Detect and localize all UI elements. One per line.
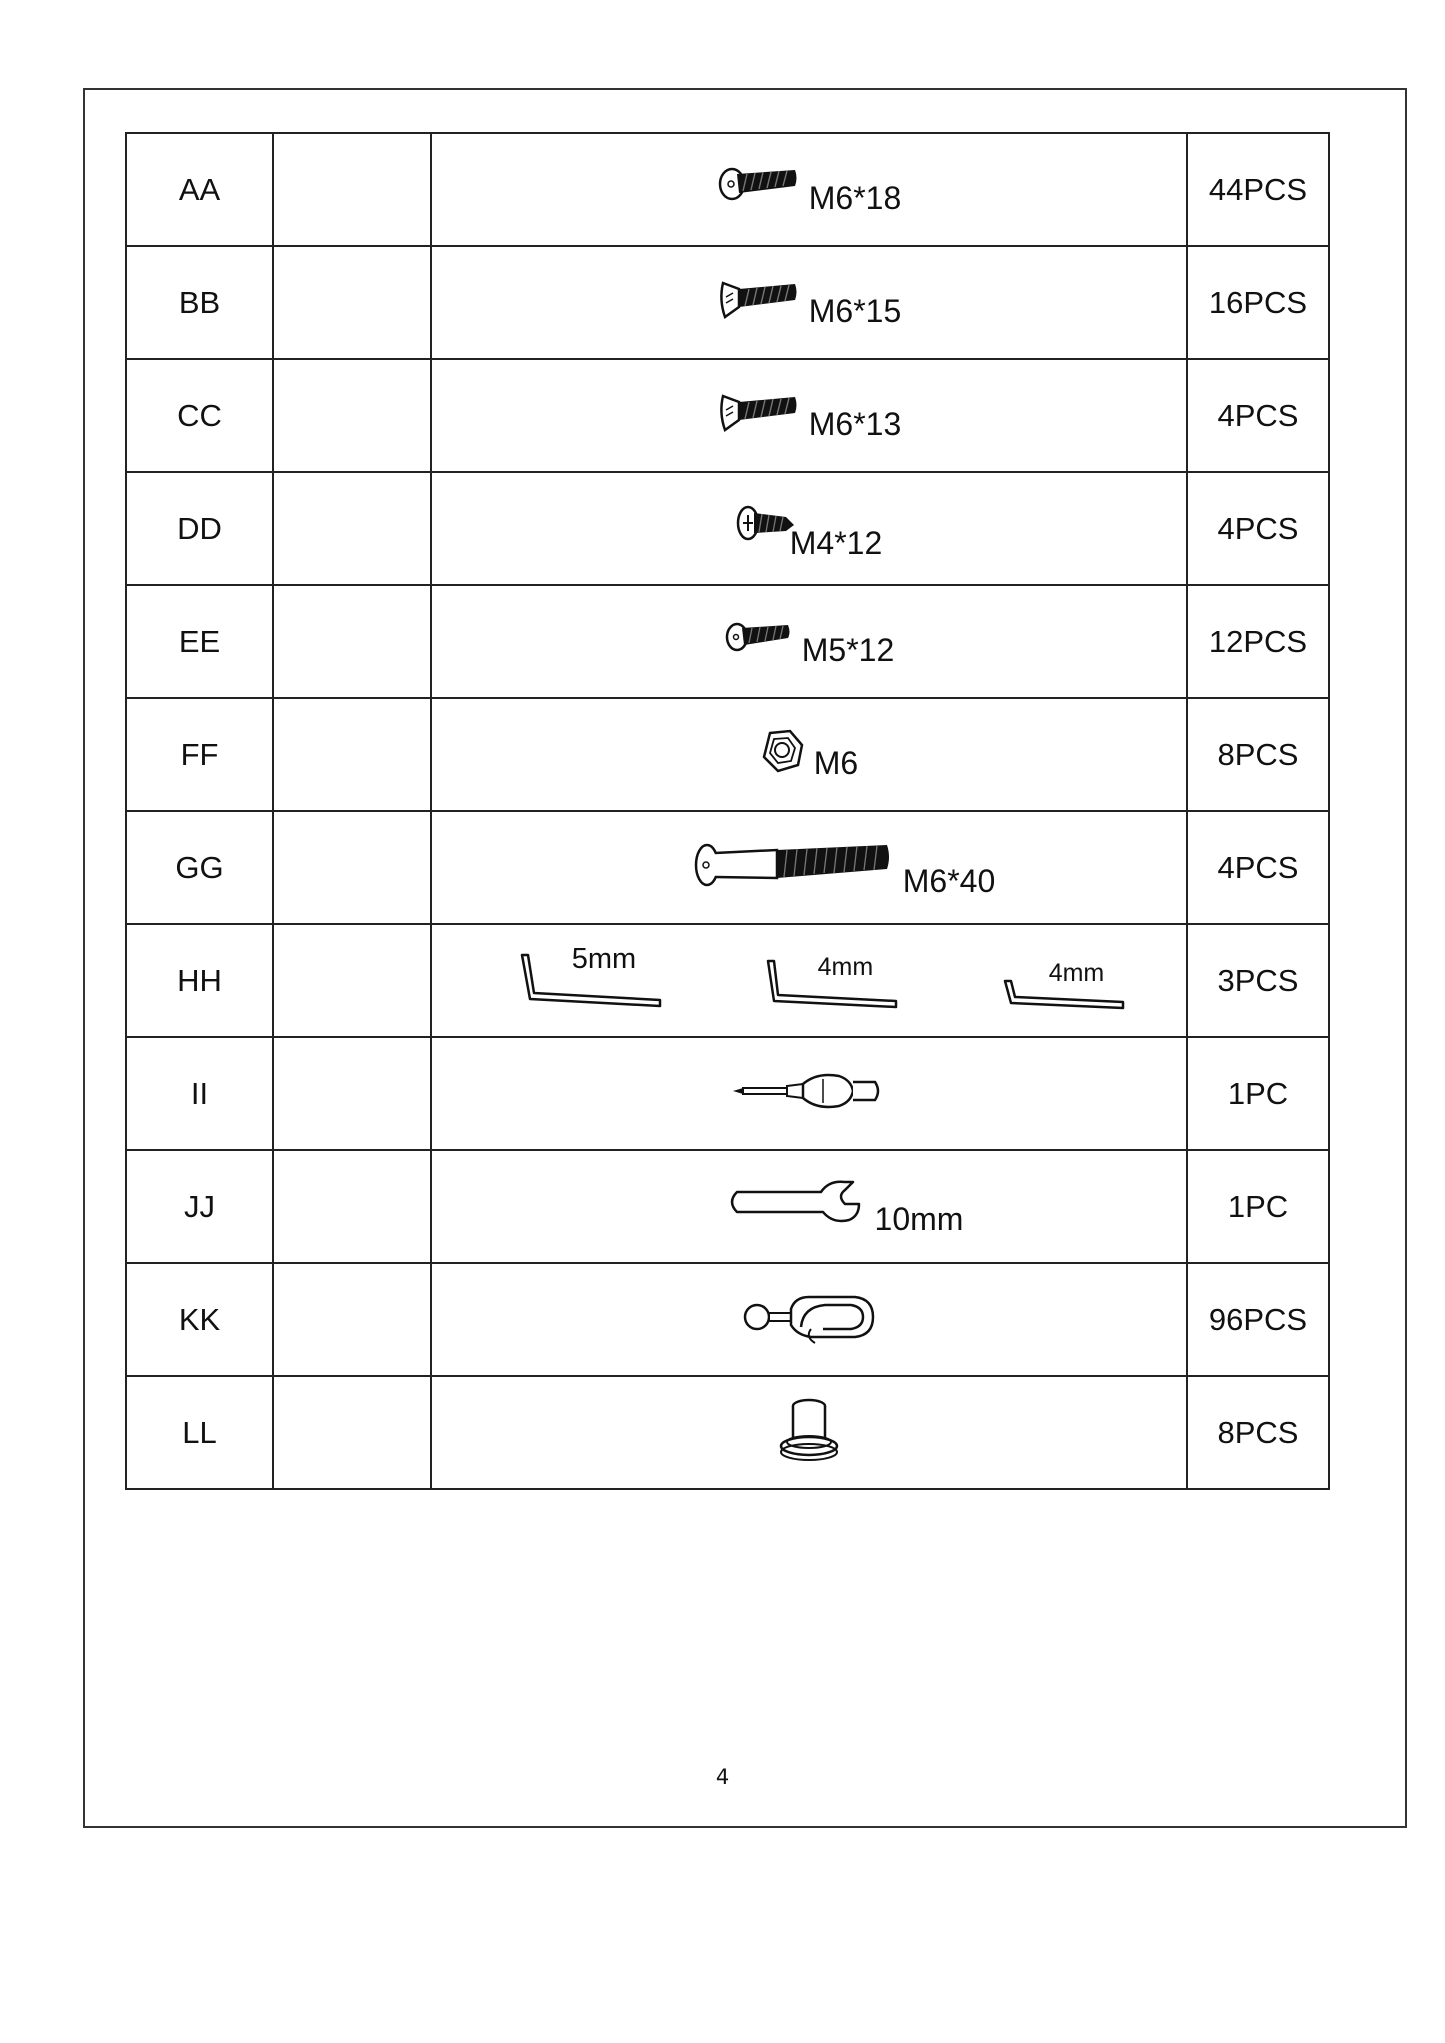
allen-key-size: 4mm [817,953,874,981]
part-code: HH [126,924,273,1037]
button-head-screw-icon [717,162,799,217]
part-code: DD [126,472,273,585]
cam-lock-icon [739,1287,879,1352]
part-item-cell [431,811,1187,924]
part-quantity: 1PC [1187,1150,1329,1263]
countersunk-screw-icon [717,388,799,443]
countersunk-screw-icon [717,275,799,330]
blank-cell [273,133,431,246]
part-item-cell [431,1376,1187,1489]
part-code: KK [126,1263,273,1376]
part-item-cell [431,698,1187,811]
part-spec: M6 [813,745,859,781]
allen-key-size: 5mm [571,943,637,975]
part-spec: M6*15 [808,293,902,329]
long-bolt-icon [693,837,893,898]
blank-cell [273,1150,431,1263]
part-quantity: 16PCS [1187,246,1329,359]
table-row [126,1263,1329,1376]
part-quantity: 44PCS [1187,133,1329,246]
part-spec: M6*18 [808,180,902,216]
blank-cell [273,1376,431,1489]
table-row [126,133,1329,246]
part-code: II [126,1037,273,1150]
part-code: EE [126,585,273,698]
blank-cell [273,246,431,359]
blank-cell [273,811,431,924]
part-code: AA [126,133,273,246]
allen-key [997,943,1105,1018]
wrench-icon [725,1176,865,1237]
part-spec: M6*40 [902,863,996,899]
part-quantity: 3PCS [1187,924,1329,1037]
part-item-cell [431,359,1187,472]
part-quantity: 4PCS [1187,359,1329,472]
part-item-cell [431,1263,1187,1376]
part-code: BB [126,246,273,359]
part-spec: M4*12 [789,525,883,561]
part-quantity: 4PCS [1187,811,1329,924]
table-row [126,472,1329,585]
screwdriver-icon [729,1066,889,1121]
table-row [126,811,1329,924]
hex-nut-icon [760,729,804,780]
part-quantity: 12PCS [1187,585,1329,698]
part-item-cell [431,1150,1187,1263]
part-spec: M5*12 [801,632,895,668]
part-item-cell [431,472,1187,585]
part-item-cell [431,585,1187,698]
part-quantity: 8PCS [1187,1376,1329,1489]
part-quantity: 96PCS [1187,1263,1329,1376]
part-code: JJ [126,1150,273,1263]
table-row [126,1037,1329,1150]
part-code: FF [126,698,273,811]
page-number: 4 [715,1765,730,1789]
part-quantity: 1PC [1187,1037,1329,1150]
part-item-cell [431,133,1187,246]
blank-cell [273,1037,431,1150]
part-item-cell [431,924,1187,1037]
allen-key [514,943,636,1018]
blank-cell [273,1263,431,1376]
leveling-foot-icon [777,1394,841,1471]
blank-cell [273,585,431,698]
part-item-cell [431,1037,1187,1150]
table-row [126,585,1329,698]
table-row [126,359,1329,472]
part-quantity: 4PCS [1187,472,1329,585]
phillips-wood-screw-icon [736,501,796,556]
allen-key [760,943,874,1018]
blank-cell [273,472,431,585]
table-row [126,1150,1329,1263]
table-row [126,924,1329,1037]
part-code: CC [126,359,273,472]
part-spec: M6*13 [808,406,902,442]
button-head-screw-icon [724,617,792,666]
table-row [126,246,1329,359]
blank-cell [273,359,431,472]
blank-cell [273,698,431,811]
allen-key-size: 4mm [1048,959,1105,987]
part-item-cell [431,246,1187,359]
part-spec: 10mm [874,1201,964,1237]
blank-cell [273,924,431,1037]
table-row [126,1376,1329,1489]
part-code: LL [126,1376,273,1489]
part-code: GG [126,811,273,924]
hardware-parts-table [125,132,1330,1490]
part-quantity: 8PCS [1187,698,1329,811]
table-row [126,698,1329,811]
